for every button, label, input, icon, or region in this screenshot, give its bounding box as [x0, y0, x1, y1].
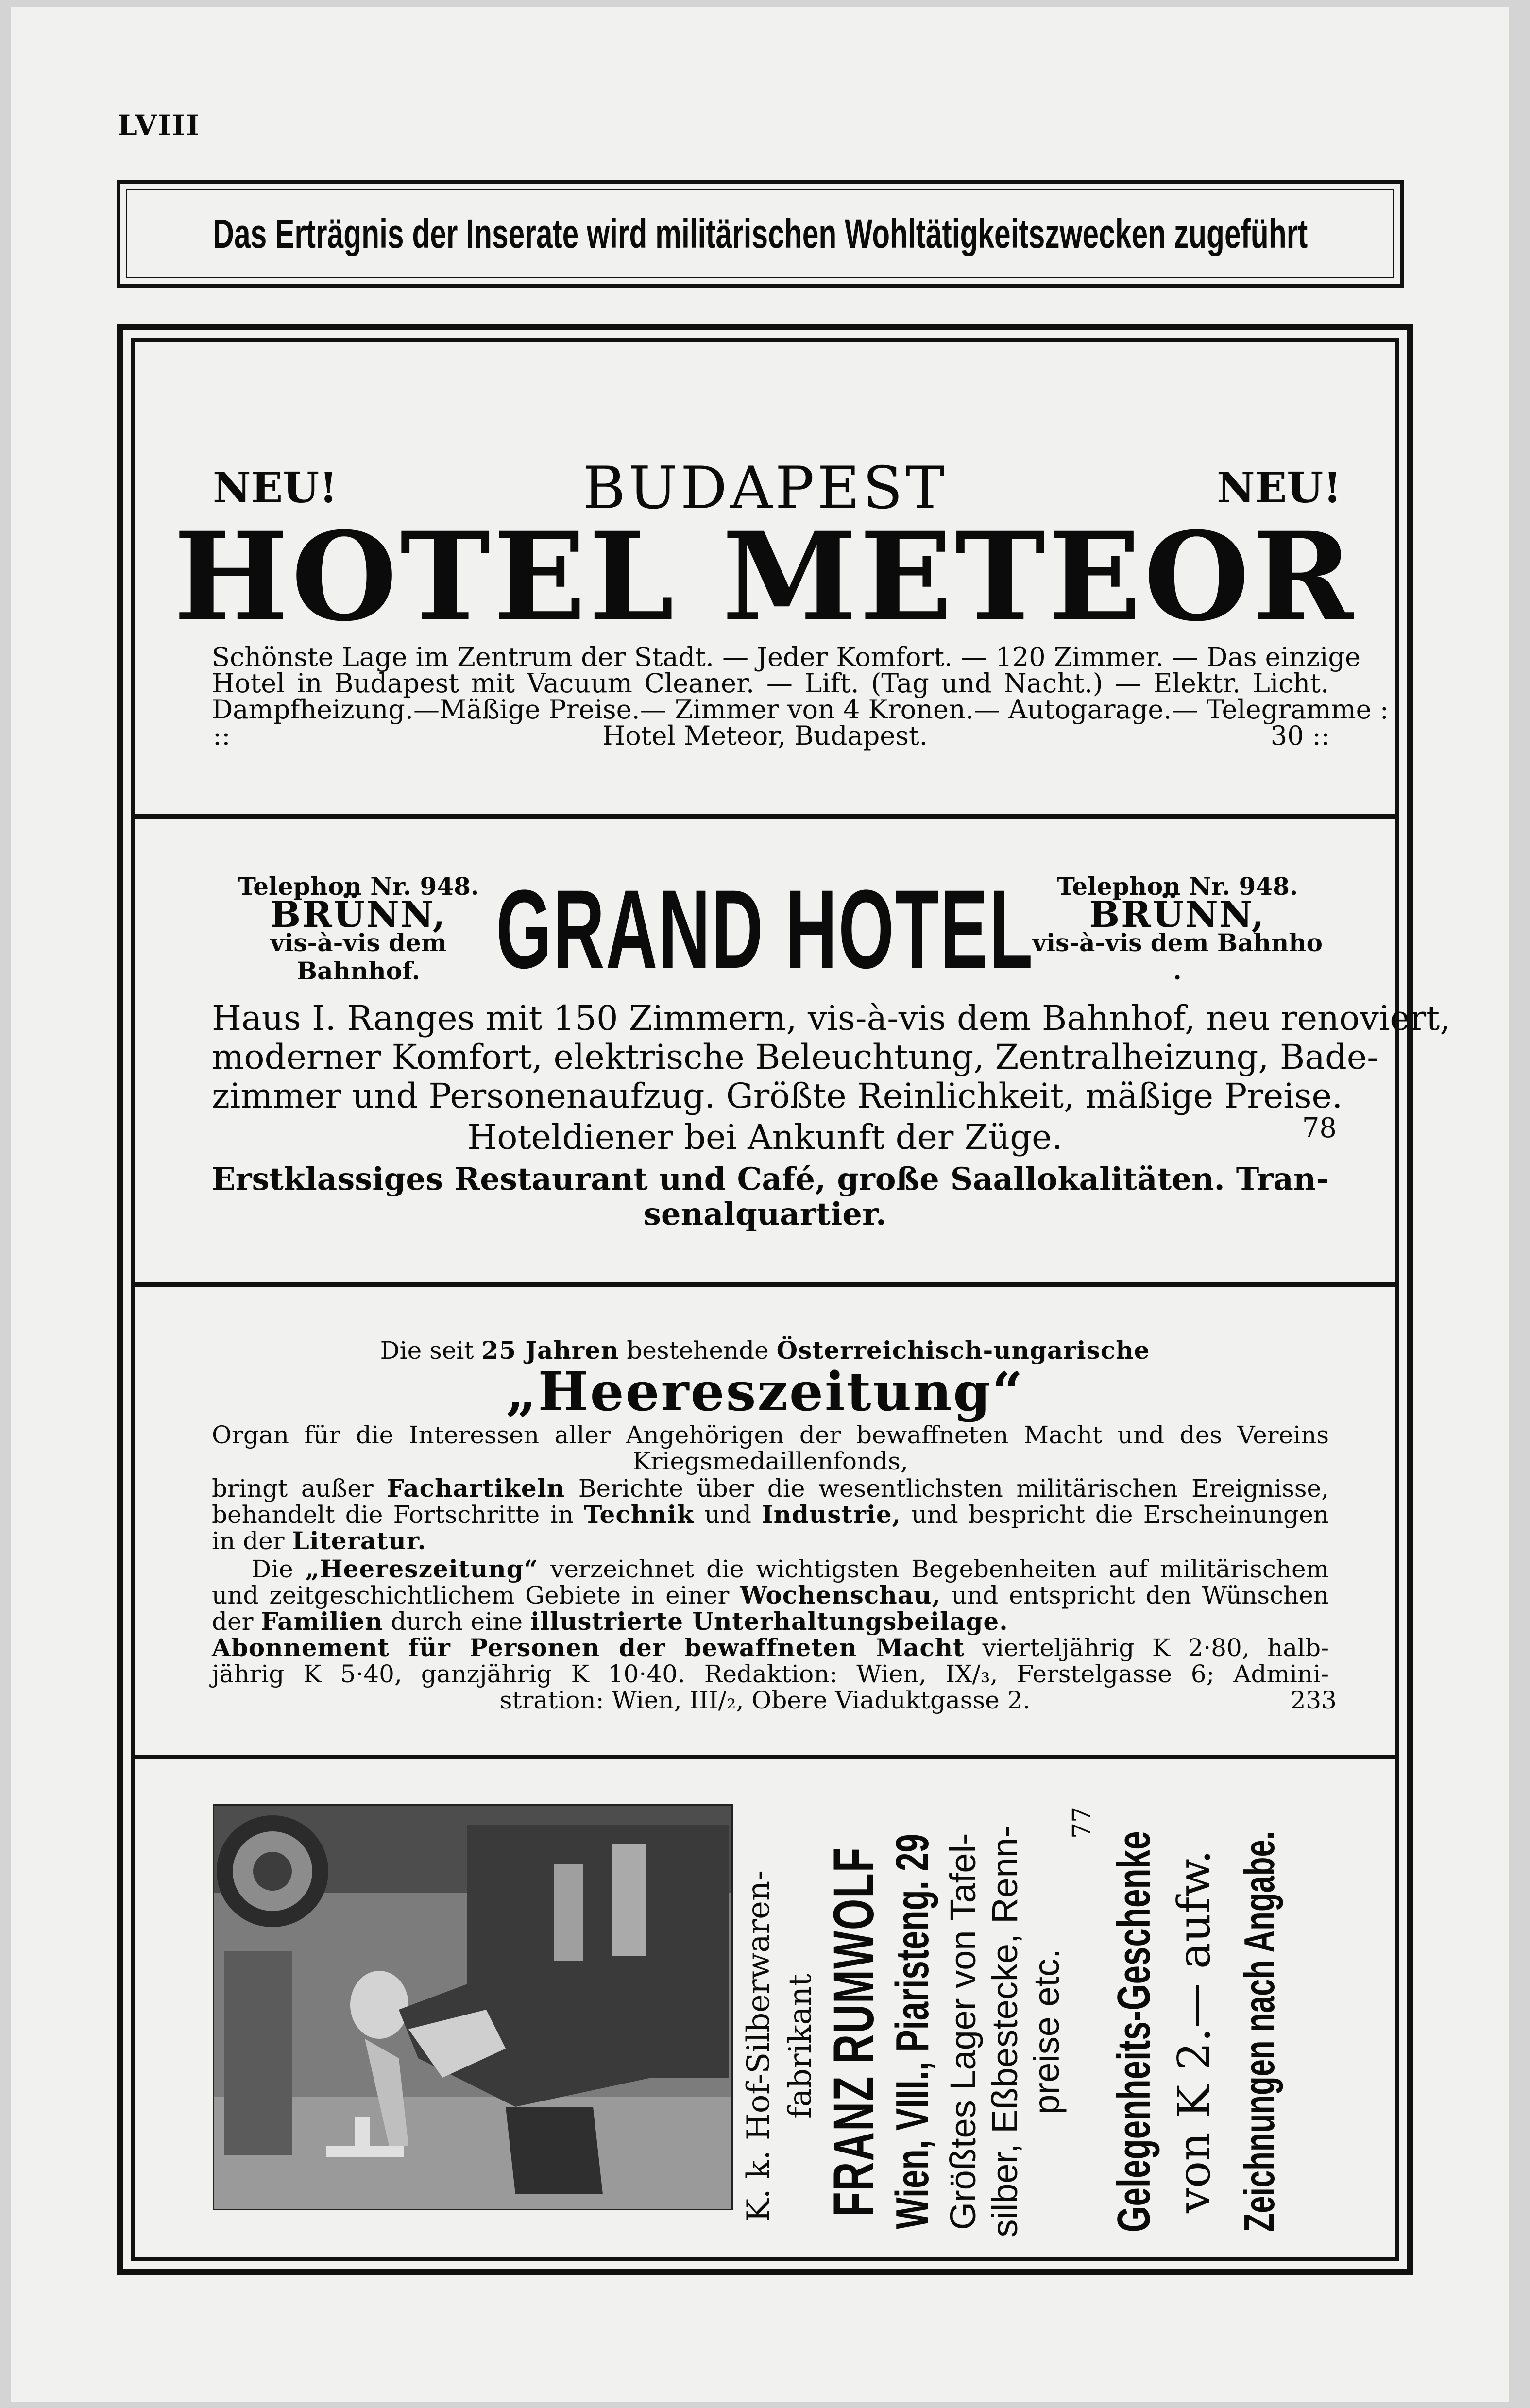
meteor-line-3: Dampfheizung.—Mäßige Preise.— Zimmer von 4 Kronen.— Autogarage.— Telegramme : — [212, 694, 1389, 725]
heer-line-8 — [212, 1608, 1329, 1635]
location-left: vis-à-vis dem Bahnhof. — [270, 928, 447, 985]
heer-intro-a: Die seit — [380, 1336, 474, 1365]
neu-left: NEU! — [213, 463, 338, 512]
silversmith-drawing — [214, 1806, 731, 2209]
grand-ref: 78 — [1302, 1112, 1337, 1144]
heer-intro-b: 25 Jahren — [481, 1336, 619, 1365]
heer-l7b: Wochenschau, — [740, 1581, 941, 1609]
ad-grand-hotel — [135, 819, 1451, 1282]
heer-l4c: und — [704, 1501, 751, 1529]
location-right: vis-à-vis dem Bahnho . — [1032, 928, 1323, 985]
heer-l4b: Technik — [584, 1500, 695, 1529]
heer-intro-d: Österreichisch-ungarische — [776, 1336, 1150, 1365]
city-right: BRÜNN, — [1089, 894, 1266, 936]
grand-hotel-name: GRAND HOTEL — [496, 867, 1034, 991]
silversmith-illustration — [213, 1804, 733, 2210]
meteor-line-4-right: 30 :: — [1270, 720, 1330, 751]
rumwolf-col-6 — [985, 1818, 1024, 2245]
grand-line-4: Hoteldiener bei Ankunft der Züge. — [467, 1117, 1063, 1157]
heer-l5a: in der — [212, 1527, 285, 1555]
rumwolf-col-9 — [1170, 1818, 1218, 2245]
ad-divider — [131, 814, 1399, 819]
heer-l3b: Fachartikeln — [387, 1474, 565, 1503]
rumwolf-col-10 — [1233, 1818, 1286, 2245]
heer-l4e: und bespricht die Erscheinungen — [911, 1501, 1329, 1529]
ad-divider — [131, 1755, 1399, 1759]
heer-line-3 — [212, 1475, 1329, 1502]
heer-line-1: Organ für die Interessen aller Angehörigen der bewaffneten Macht und des Vereins — [212, 1421, 1329, 1449]
heer-l3a: bringt außer — [212, 1474, 374, 1503]
heer-l8d: illustrierte Unterhaltungsbeilage. — [530, 1607, 1008, 1636]
heer-l4d: Industrie, — [762, 1500, 901, 1529]
telephon-right: Telephon Nr. 948. — [1056, 872, 1298, 901]
meteor-city: BUDAPEST — [582, 455, 948, 522]
heer-l6c: verzeichnet die wichtigsten Begebenheiten auf militärischem — [550, 1555, 1329, 1583]
heer-line-10: jährig K 5·40, ganzjährig K 10·40. Redaktion: Wien, IX/₃, Ferstelgasse 6; Admini- — [212, 1660, 1329, 1688]
heer-l9b: vierteljährig K 2·80, halb- — [982, 1634, 1329, 1662]
heer-l9a: Abonnement für Personen der bewaffneten Macht — [212, 1633, 965, 1662]
meteor-line-4-left: :: — [213, 720, 231, 751]
heer-l7c: und entspricht den Wünschen — [951, 1581, 1329, 1609]
meteor-line-2: Hotel in Budapest mit Vacuum Cleaner. — Lift. (Tag und Nacht.) — Elektr. Licht. — [212, 668, 1329, 699]
rumwolf-col-4 — [886, 1818, 939, 2245]
ad-heereszeitung — [135, 1287, 1395, 1755]
heer-l7a: und zeitgeschichtlichem Gebiete in einer — [212, 1581, 730, 1609]
charity-notice-box — [117, 180, 1404, 288]
charity-notice-text: Das Erträgnis der Inserate wird militärischen Wohltätigkeitszwecken zugeführt — [212, 210, 1308, 256]
heer-line-6 — [252, 1555, 1329, 1583]
grand-line-5: Erstklassiges Restaurant und Café, große Saallokalitäten. Tran- — [212, 1161, 1329, 1197]
rumwolf-col-8 — [1107, 1818, 1161, 2245]
rumwolf-col-5 — [943, 1818, 982, 2245]
rumwolf-ref-col — [1063, 1769, 1102, 1876]
rumwolf-gifts: Gelegenheits-Geschenke — [1108, 1831, 1160, 2232]
rumwolf-name: FRANZ RUMWOLF — [822, 1846, 886, 2217]
rumwolf-address: Wien, VIII., Piaristeng. 29 — [886, 1834, 938, 2229]
telephon-left: Telephon Nr. 948. — [238, 872, 479, 901]
grand-line-2: moderner Komfort, elektrische Beleuchtung, Zentralheizung, Bade- — [212, 1037, 1378, 1077]
heer-title: „Heereszeitung“ — [506, 1360, 1024, 1423]
rumwolf-col-2 — [781, 1847, 820, 2245]
heer-ref: 233 — [1290, 1686, 1337, 1714]
heer-line-5 — [212, 1527, 1329, 1554]
heer-l4a: behandelt die Fortschritte in — [212, 1501, 574, 1529]
page-number: LVIII — [118, 109, 201, 142]
meteor-line-1: Schönste Lage im Zentrum der Stadt. — Jeder Komfort. — 120 Zimmer. — Das einzige — [212, 642, 1360, 672]
rumwolf-title-1: K. k. Hof-Silberwaren- — [741, 1870, 777, 2222]
meteor-hotel-name: HOTEL METEOR — [173, 505, 1357, 648]
heer-l8c: durch eine — [391, 1607, 523, 1636]
heer-l8b: Familien — [261, 1607, 383, 1636]
rumwolf-col-3 — [822, 1818, 886, 2245]
rumwolf-col-1 — [739, 1847, 778, 2245]
heer-l6a: Die — [252, 1555, 293, 1583]
ad-divider — [131, 1282, 1399, 1287]
rumwolf-price: von K 2.— aufw. — [1168, 1849, 1220, 2214]
rumwolf-ref: 77 — [1068, 1806, 1097, 1839]
city-left: BRÜNN, — [270, 894, 447, 936]
heer-line-4 — [212, 1501, 1329, 1528]
heer-line-2: Kriegsmedaillenfonds, — [632, 1447, 908, 1475]
rumwolf-text-2: silber, Eßbestecke, Renn- — [984, 1826, 1025, 2237]
heer-l6b: „Heereszeitung“ — [305, 1554, 539, 1583]
grand-line-6: senalquartier. — [643, 1196, 887, 1232]
heer-intro-c: bestehende — [627, 1336, 769, 1365]
heer-line-7 — [212, 1582, 1329, 1609]
rumwolf-text-3: preise etc. — [1026, 1948, 1067, 2115]
grand-contact-right — [1027, 872, 1328, 985]
heer-l8a: der — [212, 1607, 254, 1636]
grand-line-3: zimmer und Personenaufzug. Größte Reinlichkeit, mäßige Preise. — [212, 1076, 1343, 1116]
heer-l3c: Berichte über die wesentlichsten militärischen Ereignisse, — [578, 1474, 1329, 1503]
grand-line-1: Haus I. Ranges mit 150 Zimmern, vis-à-vis dem Bahnhof, neu renoviert, — [212, 998, 1451, 1038]
rumwolf-col-7 — [1027, 1818, 1066, 2245]
neu-right: NEU! — [1217, 463, 1342, 512]
rumwolf-title-2: fabrikant — [782, 1974, 818, 2118]
heer-line-11: stration: Wien, III/₂, Obere Viaduktgasse 2. — [499, 1686, 1031, 1714]
rumwolf-drawings: Zeichnungen nach Angabe. — [1235, 1831, 1283, 2232]
heer-line-9 — [212, 1634, 1329, 1661]
ad-hotel-meteor — [135, 342, 1395, 814]
charity-notice-inner — [126, 189, 1394, 278]
ad-rumwolf — [135, 1759, 1395, 2257]
meteor-telegram-address: Hotel Meteor, Budapest. — [602, 720, 928, 751]
heer-l5b: Literatur. — [292, 1526, 426, 1555]
rumwolf-text-1: Größtes Lager von Tafel- — [942, 1833, 983, 2230]
newspaper-page — [11, 7, 1509, 2402]
